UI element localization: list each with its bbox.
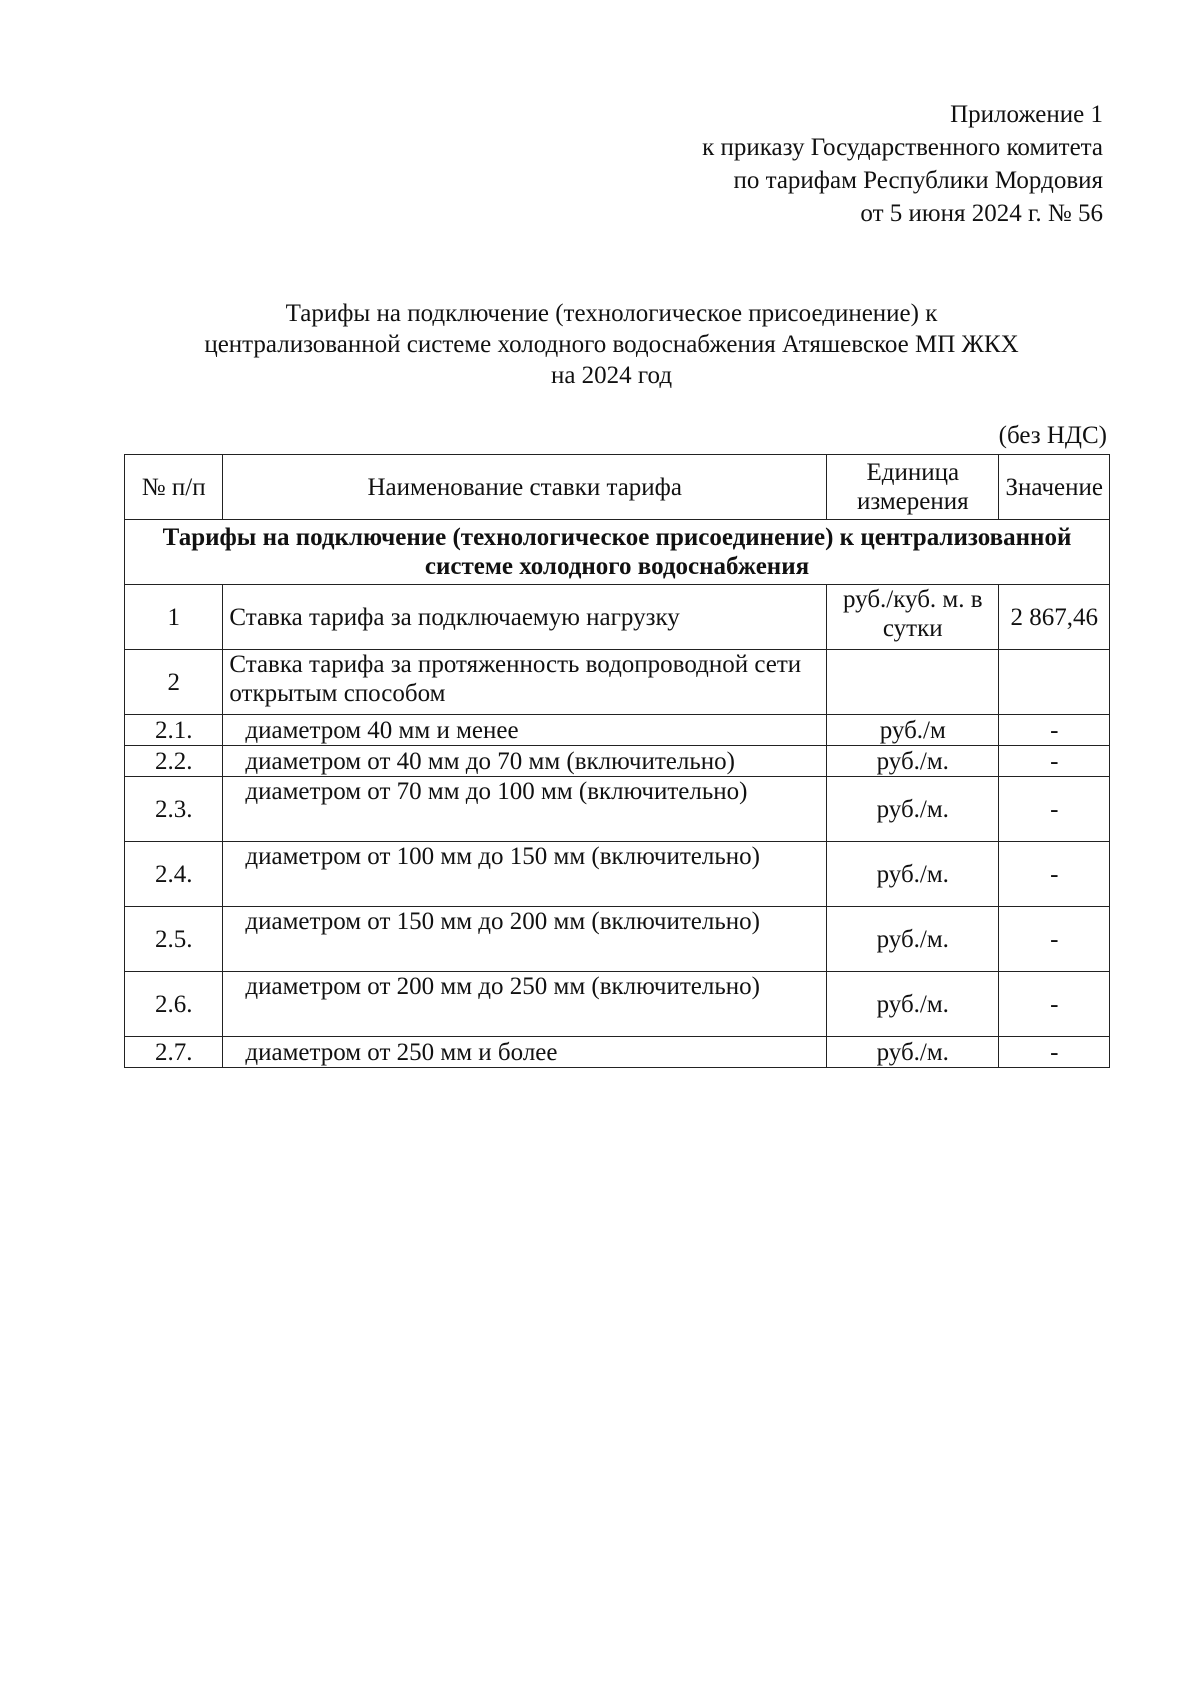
title-line-3: на 2024 год (550, 362, 673, 389)
title-line-1: Тарифы на подключение (технологическое присоединение) к (285, 300, 938, 327)
vat-note: (без НДС) (998, 422, 1107, 449)
header-value: Значение (999, 455, 1110, 520)
table-row (125, 972, 1110, 1037)
row-name: диаметром 40 мм и менее (223, 715, 827, 746)
row-unit: руб./м (827, 715, 999, 746)
row-value: - (999, 1037, 1110, 1068)
header-unit: Единица измерения (827, 455, 999, 520)
row-num: 2.6. (125, 972, 223, 1037)
row-unit: руб./м. (827, 746, 999, 777)
section-row (125, 520, 1110, 585)
table-row (125, 842, 1110, 907)
row-num: 2 (125, 650, 223, 715)
appendix-line-2: к приказу Государственного комитета (702, 134, 1103, 161)
table-header-row (125, 455, 1110, 520)
row-value: - (999, 972, 1110, 1037)
row-unit: руб./куб. м. в сутки (827, 585, 999, 650)
row-name: диаметром от 150 мм до 200 мм (включительно) (223, 907, 827, 972)
row-value (999, 650, 1110, 715)
header-num: № п/п (125, 455, 223, 520)
row-name: диаметром от 250 мм и более (223, 1037, 827, 1068)
title-line-2: централизованной системе холодного водоснабжения Атяшевское МП ЖКХ (204, 331, 1019, 358)
row-value: - (999, 777, 1110, 842)
row-num: 2.2. (125, 746, 223, 777)
table-row (125, 907, 1110, 972)
row-value: - (999, 715, 1110, 746)
table-row (125, 746, 1110, 777)
tariff-table (124, 454, 1110, 1068)
row-value: - (999, 907, 1110, 972)
row-name: диаметром от 40 мм до 70 мм (включительно) (223, 746, 827, 777)
row-value: - (999, 842, 1110, 907)
row-name: диаметром от 200 мм до 250 мм (включительно) (223, 972, 827, 1037)
row-unit: руб./м. (827, 777, 999, 842)
row-name: диаметром от 70 мм до 100 мм (включительно) (223, 777, 827, 842)
row-name: Ставка тарифа за подключаемую нагрузку (223, 585, 827, 650)
table-row (125, 585, 1110, 650)
row-num: 2.1. (125, 715, 223, 746)
row-value: - (999, 746, 1110, 777)
row-num: 1 (125, 585, 223, 650)
row-num: 2.5. (125, 907, 223, 972)
row-name: Ставка тарифа за протяженность водопроводной сети открытым способом (223, 650, 827, 715)
header-name: Наименование ставки тарифа (223, 455, 827, 520)
appendix-line-3: по тарифам Республики Мордовия (733, 167, 1103, 194)
row-name: диаметром от 100 мм до 150 мм (включительно) (223, 842, 827, 907)
appendix-line-4: от 5 июня 2024 г. № 56 (860, 200, 1103, 227)
row-unit (827, 650, 999, 715)
row-unit: руб./м. (827, 907, 999, 972)
table-row (125, 777, 1110, 842)
row-num: 2.4. (125, 842, 223, 907)
table-row (125, 1037, 1110, 1068)
document-title (120, 298, 1103, 391)
row-unit: руб./м. (827, 842, 999, 907)
table-row (125, 715, 1110, 746)
row-value: 2 867,46 (999, 585, 1110, 650)
row-num: 2.7. (125, 1037, 223, 1068)
appendix-block (702, 98, 1103, 230)
appendix-line-1: Приложение 1 (950, 101, 1103, 128)
table-row (125, 650, 1110, 715)
row-num: 2.3. (125, 777, 223, 842)
row-unit: руб./м. (827, 1037, 999, 1068)
section-title: Тарифы на подключение (технологическое присоединение) к централизованной системе холодного водоснабжения (125, 520, 1110, 585)
row-unit: руб./м. (827, 972, 999, 1037)
